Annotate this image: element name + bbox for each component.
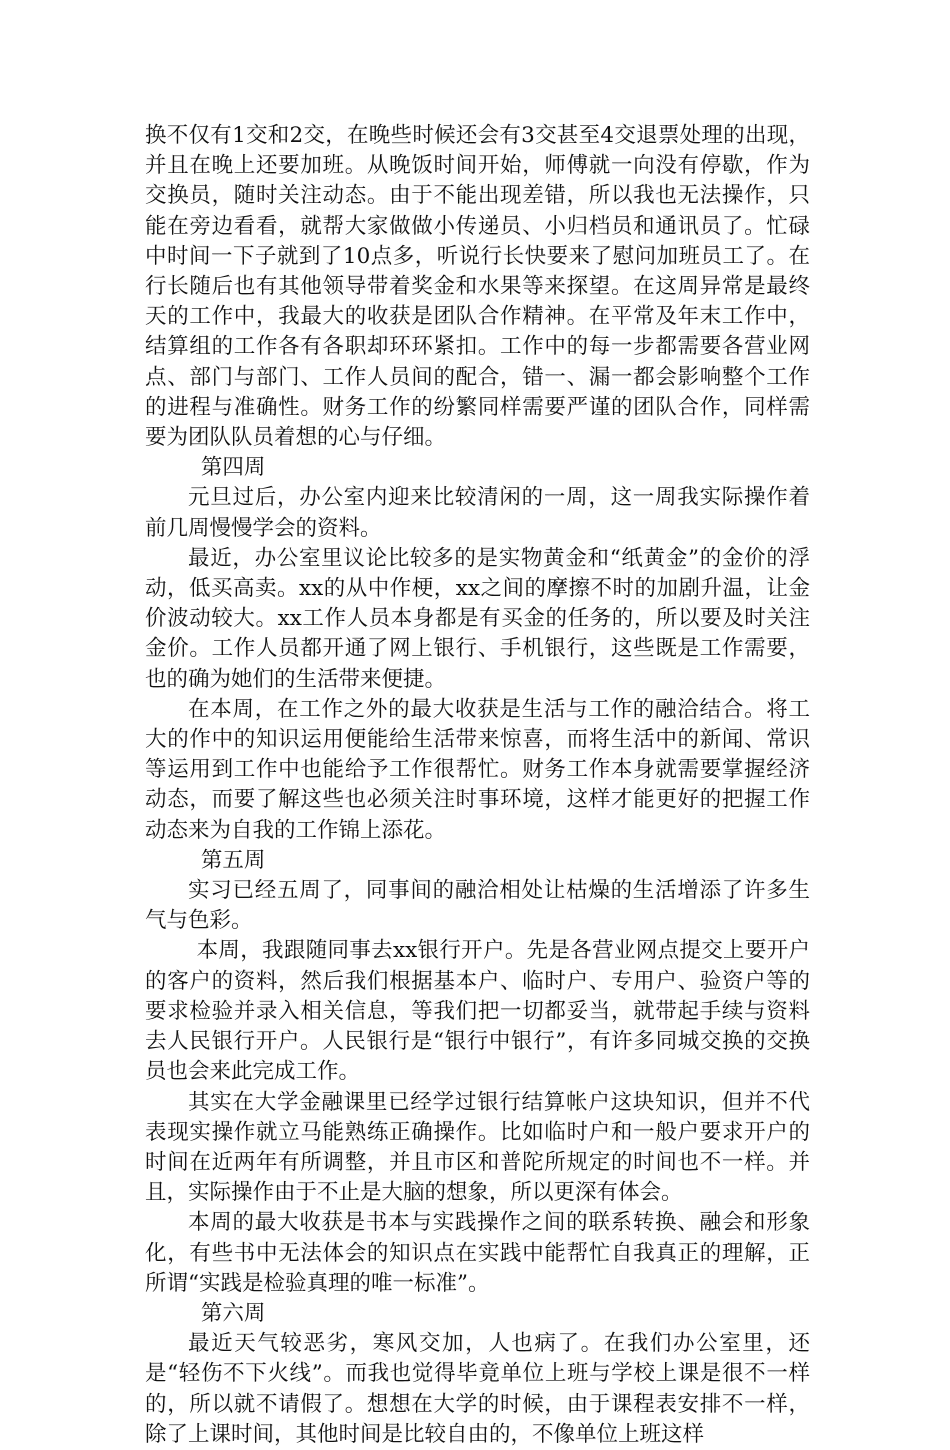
paragraph: 在本周，在工作之外的最大收获是生活与工作的融洽结合。将工大的作中的知识运用便能给生活带来惊喜，而将生活中的新闻、常识等运用到工作中也能给予工作很帮忙。财务工作本身就需要掌握经济动态，而要了解这些也必须关注时事环境，这样才能更好的把握工作动态来为自我的工作锦上添花。 bbox=[145, 696, 810, 843]
document-body bbox=[145, 121, 810, 1450]
paragraph: 本周，我跟随同事去xx银行开户。先是各营业网点提交上要开户的客户的资料，然后我们根据基本户、临时户、专用户、验资户等的要求检验并录入相关信息，等我们把一切都妥当，就带起手续与资料去人民银行开户。人民银行是“银行中银行”，有许多同城交换的交换员也会来此完成工作。 bbox=[145, 938, 810, 1085]
paragraph: 本周的最大收获是书本与实践操作之间的联系转换、融会和形象化，有些书中无法体会的知识点在实践中能帮忙自我真正的理解，正所谓“实践是检验真理的唯一标准”。 bbox=[145, 1210, 810, 1296]
paragraph-continuation: 换不仅有1交和2交，在晚些时候还会有3交甚至4交退票处理的出现，并且在晚上还要加班。从晚饭时间开始，师傅就一向没有停歇，作为交换员，随时关注动态。由于不能出现差错，所以我也无法操作，只能在旁边看看，就帮大家做做小传递员、小归档员和通讯员了。忙碌中时间一下子就到了10点多，听说行长快要来了慰问加班员工了。在行长随后也有其他领导带着奖金和水果等来探望。在这周异常是最终天的工作中，我最大的收获是团队合作精神。在平常及年末工作中，结算组的工作各有各职却环环紧扣。工作中的每一步都需要各营业网点、部门与部门、工作人员间的配合，错一、漏一都会影响整个工作的进程与准确性。财务工作的纷繁同样需要严谨的团队合作，同样需要为团队队员着想的心与仔细。 bbox=[145, 123, 810, 451]
paragraph: 元旦过后，办公室内迎来比较清闲的一周，这一周我实际操作着前几周慢慢学会的资料。 bbox=[145, 485, 810, 541]
paragraph: 最近，办公室里议论比较多的是实物黄金和“纸黄金”的金价的浮动，低买高卖。xx的从中作梗，xx之间的摩擦不时的加剧升温，让金价波动较大。xx工作人员本身都是有买金的任务的，所以要及时关注金价。工作人员都开通了网上银行、手机银行，这些既是工作需要，也的确为她们的生活带来便捷。 bbox=[145, 545, 810, 692]
paragraph: 其实在大学金融课里已经学过银行结算帐户这块知识，但并不代表现实操作就立马能熟练正确操作。比如临时户和一般户要求开户的时间在近两年有所调整，并且市区和普陀所规定的时间也不一样。并且，实际操作由于不止是大脑的想象，所以更深有体会。 bbox=[145, 1089, 810, 1206]
paragraph: 实习已经五周了，同事间的融洽相处让枯燥的生活增添了许多生气与色彩。 bbox=[145, 878, 810, 934]
section-heading-week-4: 第四周 bbox=[200, 455, 266, 481]
section-heading-week-6: 第六周 bbox=[200, 1300, 266, 1326]
section-heading-week-5: 第五周 bbox=[200, 847, 266, 873]
paragraph: 最近天气较恶劣，寒风交加，人也病了。在我们办公室里，还是“轻伤不下火线”。而我也觉得毕竟单位上班与学校上课是很不一样的，所以就不请假了。想想在大学的时候，由于课程表安排不一样，除了上课时间，其他时间是比较自由的，不像单位上班这样 bbox=[145, 1331, 810, 1447]
